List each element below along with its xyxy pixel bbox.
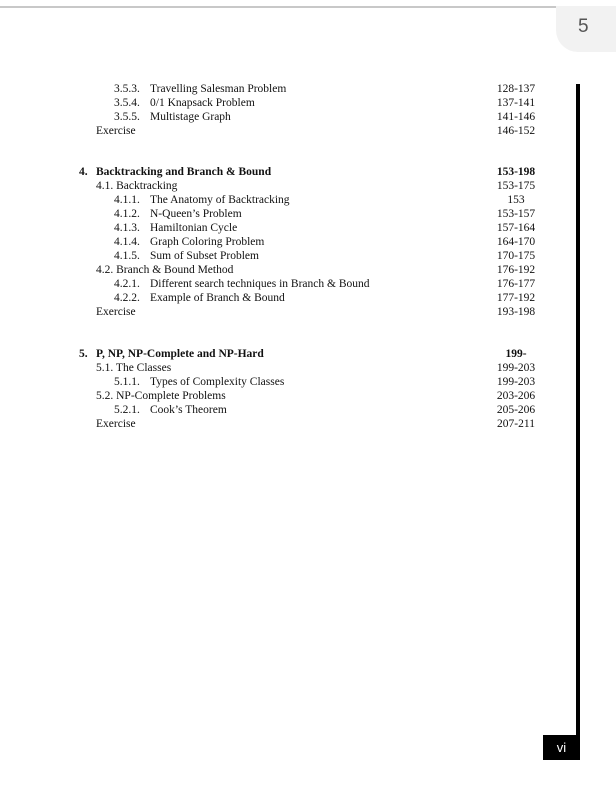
toc-chapter-title: Backtracking and Branch & Bound <box>96 166 272 178</box>
toc-entry-title: Multistage Graph <box>150 111 231 123</box>
toc-entry-pages: 153-157 <box>496 208 536 220</box>
toc-entry-number: 3.5.5. <box>114 111 140 123</box>
toc-entry-title: Example of Branch & Bound <box>150 292 285 304</box>
toc-entry-pages: 203-206 <box>496 390 536 402</box>
toc-entry-title: The Anatomy of Backtracking <box>150 194 290 206</box>
toc-entry-title: Sum of Subset Problem <box>150 250 259 262</box>
toc-chapter-number: 5. <box>79 348 88 360</box>
toc-entry-pages: 193-198 <box>496 306 536 318</box>
toc-entry-title: Hamiltonian Cycle <box>150 222 238 234</box>
toc-entry-number: 4.2.2. <box>114 292 140 304</box>
toc-entry-title: Types of Complexity Classes <box>150 376 285 388</box>
toc-entry-title: 4.1. Backtracking <box>96 180 178 192</box>
toc-entry-pages: 141-146 <box>496 111 536 123</box>
toc-entry-pages: 176-177 <box>496 278 536 290</box>
toc-entry-number: 4.1.1. <box>114 194 140 206</box>
toc-chapter-pages: 153-198 <box>496 166 536 178</box>
toc-entry-pages: 137-141 <box>496 97 536 109</box>
toc-chapter-title: P, NP, NP-Complete and NP-Hard <box>96 348 264 360</box>
toc-entry-number: 4.1.3. <box>114 222 140 234</box>
toc-entry-title: N-Queen’s Problem <box>150 208 242 220</box>
toc-entry-number: 4.1.5. <box>114 250 140 262</box>
toc-entry-pages: 153 <box>507 194 525 206</box>
toc-entry-title: Graph Coloring Problem <box>150 236 265 248</box>
toc-entry-title: 5.1. The Classes <box>96 362 172 374</box>
toc-entry-title: 0/1 Knapsack Problem <box>150 97 255 109</box>
toc-entry-title: Exercise <box>96 306 136 318</box>
toc-entry-pages: 164-170 <box>496 236 536 248</box>
toc-entry-pages: 157-164 <box>496 222 536 234</box>
toc-entry-number: 5.1.1. <box>114 376 140 388</box>
chapter-tab-number: 5 <box>578 16 589 37</box>
toc-entry-title: 5.2. NP-Complete Problems <box>96 390 226 402</box>
toc-entry-pages: 176-192 <box>496 264 536 276</box>
toc-entry-pages: 207-211 <box>497 418 535 430</box>
toc-entry-title: Travelling Salesman Problem <box>150 83 287 95</box>
toc-chapter-number: 4. <box>79 166 88 178</box>
toc-entry-pages: 177-192 <box>496 292 536 304</box>
toc-entry-number: 4.2.1. <box>114 278 140 290</box>
toc-entry-title: Exercise <box>96 125 136 137</box>
toc-entry-pages: 199-203 <box>496 362 536 374</box>
header-rule <box>0 6 556 8</box>
toc-chapter-pages: 199- <box>505 348 527 360</box>
toc-entry-number: 4.1.4. <box>114 236 140 248</box>
page-folio: vi <box>543 735 580 760</box>
toc-entry-pages: 146-152 <box>496 125 536 137</box>
toc-entry-title: Different search techniques in Branch & Bound <box>150 278 370 290</box>
toc-entry-pages: 128-137 <box>496 83 536 95</box>
toc-entry-title: Exercise <box>96 418 136 430</box>
toc-entry-title: Cook’s Theorem <box>150 404 227 416</box>
toc-entry-number: 3.5.4. <box>114 97 140 109</box>
side-rule <box>576 84 580 760</box>
toc-entry-pages: 205-206 <box>496 404 536 416</box>
toc-entry-title: 4.2. Branch & Bound Method <box>96 264 234 276</box>
toc-entry-pages: 199-203 <box>496 376 536 388</box>
toc-entry-pages: 153-175 <box>496 180 536 192</box>
toc-entry-number: 5.2.1. <box>114 404 140 416</box>
toc-entry-number: 3.5.3. <box>114 83 140 95</box>
toc-entry-number: 4.1.2. <box>114 208 140 220</box>
toc-entry-pages: 170-175 <box>496 250 536 262</box>
